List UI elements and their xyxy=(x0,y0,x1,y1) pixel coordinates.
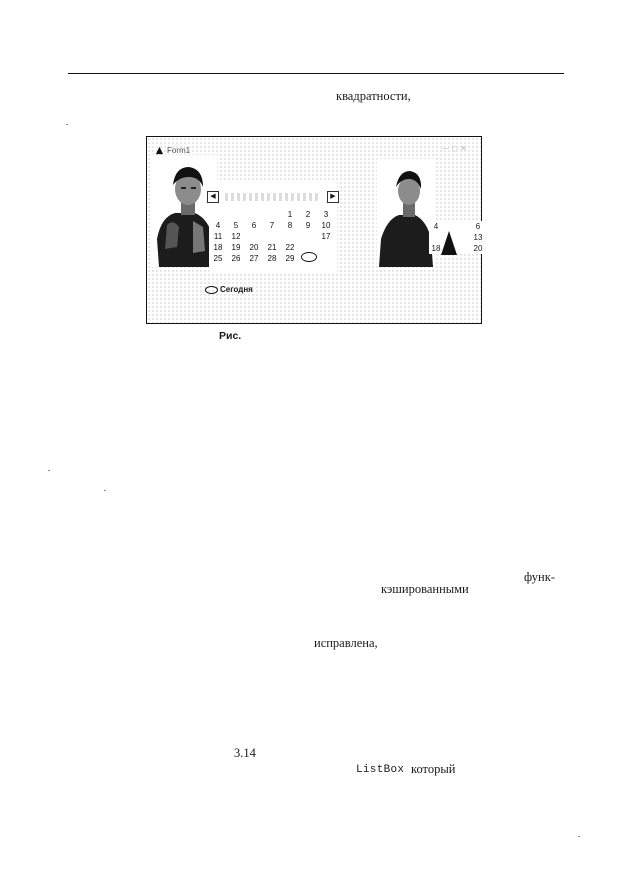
today-link[interactable] xyxy=(205,285,253,294)
calendar-day-cell[interactable] xyxy=(227,209,245,220)
calendar-day-cell[interactable] xyxy=(317,253,335,264)
text-keshirovannymi: кэшированными xyxy=(381,582,469,596)
text-kvadratnosti: квадратности, xyxy=(336,89,411,103)
text-funk: функ- xyxy=(524,570,555,584)
section-number: 3.14 xyxy=(234,746,256,760)
small-calendar-day-cell xyxy=(457,221,471,232)
calendar-day-cell[interactable]: 8 xyxy=(287,221,293,230)
form-title: Form1 xyxy=(167,145,191,155)
calendar-day-cell[interactable]: 17 xyxy=(321,232,331,241)
portrait-photo-left xyxy=(151,155,217,267)
calendar-day-cell[interactable]: 12 xyxy=(231,232,241,241)
calendar-day-cell[interactable]: 20 xyxy=(249,243,259,252)
code-listbox: ListBox xyxy=(356,764,405,776)
cursor-shape-icon xyxy=(439,231,459,257)
scan-speck xyxy=(66,124,68,125)
calendar-day-cell[interactable] xyxy=(263,209,281,220)
calendar-day-cell[interactable]: 25 xyxy=(213,254,223,263)
today-label: Сегодня xyxy=(220,285,253,294)
calendar-day-cell[interactable]: 28 xyxy=(267,254,277,263)
calendar-day-cell[interactable]: 5 xyxy=(233,221,239,230)
small-calendar-day-cell: 18 xyxy=(431,244,441,253)
calendar-day-cell[interactable]: 26 xyxy=(231,254,241,263)
text-ispravlena: исправлена, xyxy=(314,636,378,650)
figure-caption: Рис. xyxy=(219,330,242,342)
figure-screenshot xyxy=(146,136,482,324)
small-calendar-day-cell xyxy=(457,243,471,254)
small-calendar-day-cell: 6 xyxy=(475,222,481,231)
month-calendar[interactable] xyxy=(209,181,337,273)
prev-month-button[interactable]: ◀ xyxy=(207,191,219,203)
calendar-day-cell[interactable]: 3 xyxy=(323,210,329,219)
calendar-day-cell[interactable]: 22 xyxy=(285,243,295,252)
calendar-day-cell[interactable] xyxy=(317,242,335,253)
today-circle-icon xyxy=(205,286,218,294)
calendar-day-cell[interactable] xyxy=(245,209,263,220)
scan-speck xyxy=(578,836,580,837)
scan-speck xyxy=(104,490,106,491)
calendar-day-cell[interactable] xyxy=(209,209,227,220)
window-controls-icon: — ◻ ✕ xyxy=(441,144,467,153)
scan-speck xyxy=(48,470,50,471)
portrait-photo-right xyxy=(377,159,435,267)
calendar-day-cell[interactable]: 6 xyxy=(251,221,257,230)
form-icon xyxy=(155,146,164,155)
next-month-button[interactable]: ▶ xyxy=(327,191,339,203)
month-title xyxy=(225,193,321,201)
calendar-day-cell[interactable]: 21 xyxy=(267,243,277,252)
calendar-day-cell[interactable]: 4 xyxy=(215,221,221,230)
small-calendar-day-cell: 20 xyxy=(473,244,483,253)
calendar-day-cell[interactable] xyxy=(245,231,263,242)
calendar-day-cell[interactable]: 11 xyxy=(213,232,223,241)
calendar-day-cell[interactable]: 2 xyxy=(305,210,311,219)
today-circle-mark xyxy=(301,252,317,262)
calendar-day-cell[interactable]: 9 xyxy=(305,221,311,230)
calendar-header xyxy=(207,191,339,203)
calendar-day-cell[interactable]: 29 xyxy=(285,254,295,263)
calendar-day-cell[interactable]: 7 xyxy=(269,221,275,230)
calendar-day-cell[interactable]: 18 xyxy=(213,243,223,252)
small-calendar-day-cell: 4 xyxy=(433,222,439,231)
text-kotoryi: который xyxy=(411,762,456,776)
small-calendar-day-cell: 13 xyxy=(473,233,483,242)
calendar-day-cell[interactable]: 27 xyxy=(249,254,259,263)
calendar-day-cell[interactable] xyxy=(263,231,281,242)
calendar-day-cell[interactable]: 19 xyxy=(231,243,241,252)
small-calendar-day-cell xyxy=(457,232,471,243)
calendar-day-cell[interactable]: 1 xyxy=(287,210,293,219)
calendar-day-cell[interactable]: 10 xyxy=(321,221,331,230)
header-rule xyxy=(68,73,564,74)
calendar-day-cell[interactable] xyxy=(281,231,299,242)
calendar-day-cell[interactable] xyxy=(299,231,317,242)
